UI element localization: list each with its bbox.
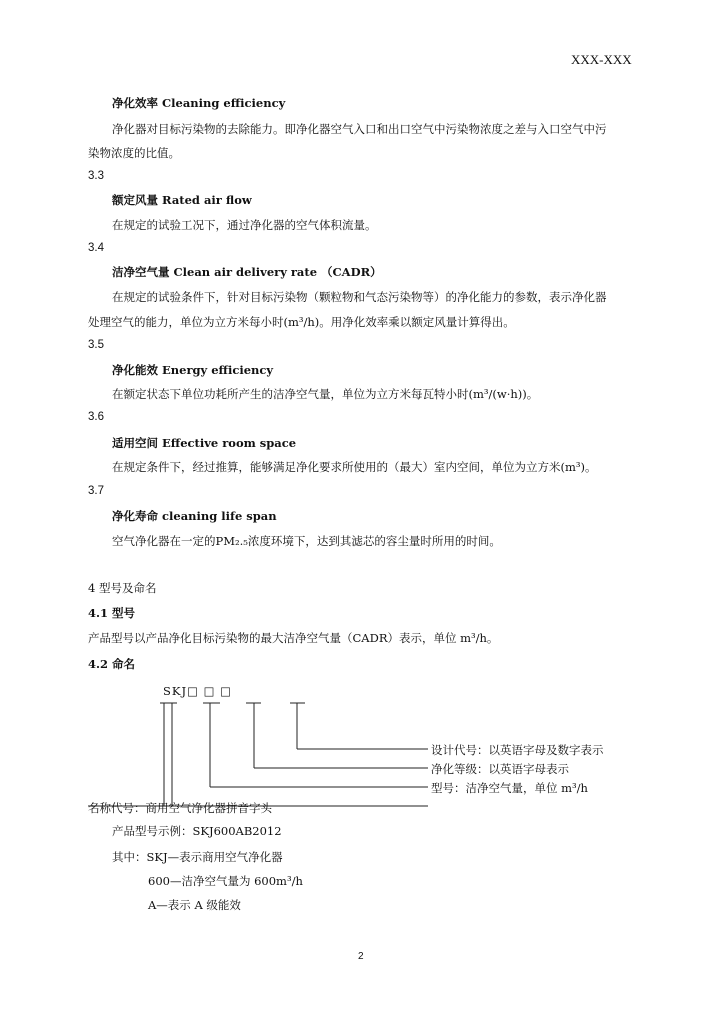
definition-title-cleaning-efficiency: 净化效率 Cleaning efficiency (112, 96, 286, 110)
document-code: XXX-XXX (571, 52, 632, 67)
definition-body-line: 净化器对目标污染物的去除能力。即净化器空气入口和出口空气中污染物浓度之差与入口空气中污 (112, 122, 607, 136)
section-4-1-body: 产品型号以产品净化目标污染物的最大洁净空气量（CADR）表示，单位 m³/h。 (88, 631, 499, 645)
definition-title-cleaning-life-span: 净化寿命 cleaning life span (112, 509, 277, 523)
model-code-template: SKJ□ □ □ (163, 684, 232, 698)
section-number-3-3: 3.3 (88, 170, 104, 182)
label-purification-grade: 净化等级：以英语字母表示 (431, 762, 569, 776)
page-number: 2 (358, 951, 364, 962)
section-number-3-5: 3.5 (88, 339, 104, 351)
definition-title-rated-air-flow: 额定风量 Rated air flow (112, 193, 252, 207)
example-line-4: A—表示 A 级能效 (148, 898, 241, 912)
definition-body-line: 在规定的试验工况下，通过净化器的空气体积流量。 (112, 218, 377, 232)
label-model: 型号：洁净空气量，单位 m³/h (431, 781, 588, 795)
section-number-3-6: 3.6 (88, 411, 104, 423)
section-number-3-4: 3.4 (88, 242, 104, 254)
definition-title-energy-efficiency: 净化能效 Energy efficiency (112, 363, 274, 377)
definition-title-effective-room-space: 适用空间 Effective room space (112, 436, 297, 450)
definition-body-line: 在规定的试验条件下，针对目标污染物（颗粒物和气态污染物等）的净化能力的参数，表示净化器 (112, 290, 607, 304)
label-name-code: 名称代号：商用空气净化器拼音字头 (88, 801, 272, 815)
definition-body-line: 在规定条件下，经过推算，能够满足净化要求所使用的（最大）室内空间，单位为立方米(m³)。 (112, 460, 597, 474)
definition-body-line: 空气净化器在一定的PM₂.₅浓度环境下，达到其滤芯的容尘量时所用的时间。 (112, 534, 501, 548)
section-number-3-7: 3.7 (88, 485, 104, 497)
definition-title-cadr: 洁净空气量 Clean air delivery rate （CADR） (112, 265, 382, 279)
example-line-2: 其中：SKJ—表示商用空气净化器 (112, 850, 283, 864)
section-4-title: 4 型号及命名 (88, 581, 157, 595)
definition-body-line: 在额定状态下单位功耗所产生的洁净空气量，单位为立方米每瓦特小时(m³/(w·h))。 (112, 387, 539, 401)
example-line-3: 600—洁净空气量为 600m³/h (148, 874, 303, 888)
section-4-2-title: 4.2 命名 (88, 657, 136, 671)
definition-body-line: 染物浓度的比值。 (88, 146, 180, 160)
example-line-1: 产品型号示例：SKJ600AB2012 (112, 824, 282, 838)
definition-body-line: 处理空气的能力，单位为立方米每小时(m³/h)。用净化效率乘以额定风量计算得出。 (88, 315, 515, 329)
section-4-1-title: 4.1 型号 (88, 606, 136, 620)
label-design-code: 设计代号：以英语字母及数字表示 (431, 743, 604, 757)
